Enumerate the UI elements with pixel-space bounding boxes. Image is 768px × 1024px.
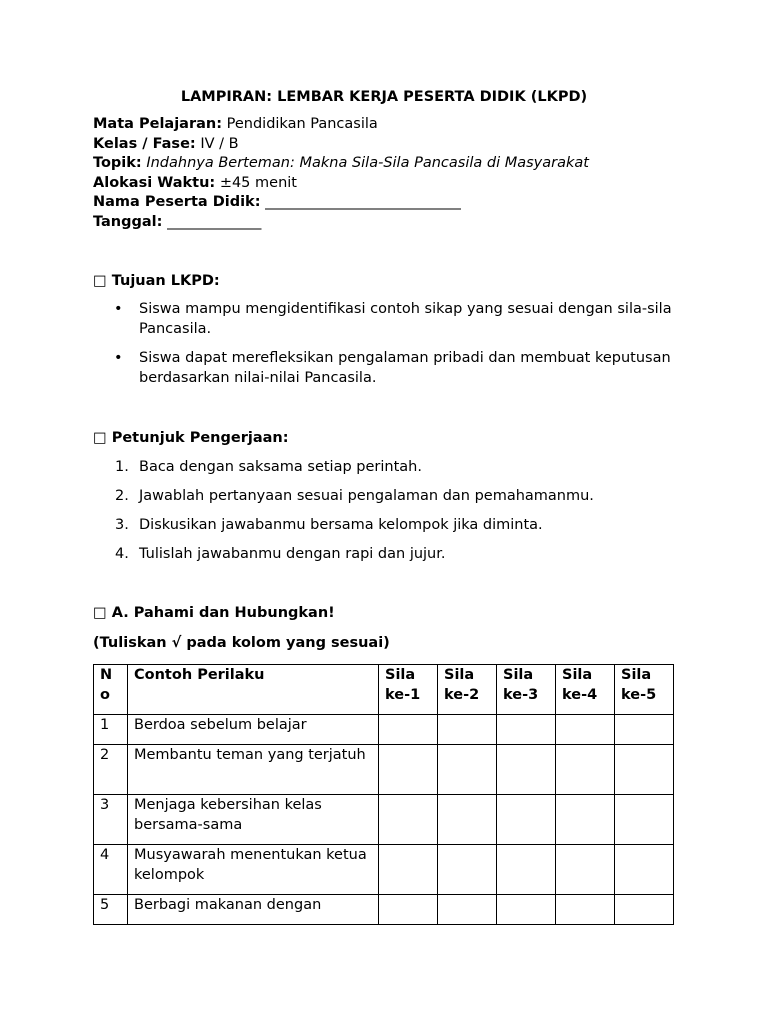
sila-2-checkbox-cell[interactable] <box>438 845 497 895</box>
list-item <box>93 486 683 515</box>
header-sila-2: Sila ke-2 <box>438 665 497 715</box>
instruction-text: Diskusikan jawabanmu bersama kelompok jika diminta. <box>139 517 543 533</box>
section-a-heading-glyph: □ <box>93 605 107 621</box>
header-sila-1: Sila ke-1 <box>379 665 438 715</box>
section-a-heading-text: A. Pahami dan Hubungkan! <box>111 605 335 621</box>
header-sila-3: Sila ke-3 <box>497 665 556 715</box>
date-label: Tanggal: <box>93 213 163 230</box>
section-a-instruction: (Tuliskan √ pada kolom yang sesuai) <box>93 635 390 651</box>
header-no <box>94 665 128 715</box>
behavior-cell: Membantu teman yang terjatuh <box>128 745 379 795</box>
list-item <box>93 349 683 388</box>
behavior-cell: Berdoa sebelum belajar <box>128 715 379 745</box>
row-number: 5 <box>94 895 128 925</box>
subject-line <box>93 115 713 135</box>
identity-block <box>93 115 713 232</box>
instruction-text: Baca dengan saksama setiap perintah. <box>139 459 422 475</box>
sila-3-checkbox-cell[interactable] <box>497 845 556 895</box>
header-no-text: No <box>100 667 113 703</box>
table-row <box>94 715 674 745</box>
sila-1-checkbox-cell[interactable] <box>379 895 438 925</box>
sila-2-checkbox-cell[interactable] <box>438 895 497 925</box>
sila-2-checkbox-cell[interactable] <box>438 745 497 795</box>
class-line <box>93 135 713 155</box>
subject-value: Pendidikan Pancasila <box>226 116 378 132</box>
row-number: 1 <box>94 715 128 745</box>
sila-2-checkbox-cell[interactable] <box>438 715 497 745</box>
time-value: ±45 menit <box>219 174 297 191</box>
behavior-cell: Menjaga kebersihan kelas bersama-sama <box>128 795 379 845</box>
instructions-heading-text: Petunjuk Pengerjaan: <box>111 430 289 446</box>
sila-2-checkbox-cell[interactable] <box>438 795 497 845</box>
sila-3-checkbox-cell[interactable] <box>497 795 556 845</box>
table-row <box>94 795 674 845</box>
sila-1-checkbox-cell[interactable] <box>379 745 438 795</box>
student-name-line <box>93 193 713 213</box>
list-item <box>93 544 683 573</box>
student-name-label: Nama Peserta Didik: <box>93 194 261 210</box>
list-number: 3. <box>115 517 129 533</box>
sila-1-checkbox-cell[interactable] <box>379 795 438 845</box>
behavior-cell: Berbagi makanan dengan <box>128 895 379 925</box>
sila-1-checkbox-cell[interactable] <box>379 715 438 745</box>
bullet-icon: • <box>114 350 123 366</box>
sila-5-checkbox-cell[interactable] <box>615 795 674 845</box>
instructions-heading-glyph: □ <box>93 430 107 446</box>
sila-3-checkbox-cell[interactable] <box>497 895 556 925</box>
goals-list <box>93 300 683 398</box>
topic-label: Topik: <box>93 155 142 171</box>
instructions-list <box>93 457 683 573</box>
sila-3-checkbox-cell[interactable] <box>497 715 556 745</box>
list-number: 2. <box>115 488 129 504</box>
row-number: 4 <box>94 845 128 895</box>
date-blank[interactable]: _____________ <box>167 213 262 230</box>
sila-1-checkbox-cell[interactable] <box>379 845 438 895</box>
instructions-heading <box>93 428 289 448</box>
table-row <box>94 745 674 795</box>
goals-heading-glyph: □ <box>93 273 107 289</box>
class-value: IV / B <box>200 135 239 152</box>
list-number: 4. <box>115 546 129 562</box>
header-behavior: Contoh Perilaku <box>128 665 379 715</box>
sila-5-checkbox-cell[interactable] <box>615 745 674 795</box>
time-line <box>93 174 713 194</box>
behavior-cell: Musyawarah menentukan ketua kelompok <box>128 845 379 895</box>
list-item <box>93 515 683 544</box>
header-sila-5: Sila ke-5 <box>615 665 674 715</box>
behavior-table <box>93 664 674 925</box>
table-row <box>94 845 674 895</box>
sila-4-checkbox-cell[interactable] <box>556 795 615 845</box>
list-item <box>93 457 683 486</box>
topic-value: Indahnya Berteman: Makna Sila-Sila Pancasila di Masyarakat <box>146 155 589 171</box>
row-number: 2 <box>94 745 128 795</box>
table-row <box>94 895 674 925</box>
list-item <box>93 300 683 339</box>
sila-4-checkbox-cell[interactable] <box>556 745 615 795</box>
sila-4-checkbox-cell[interactable] <box>556 845 615 895</box>
class-label: Kelas / Fase: <box>93 135 196 152</box>
list-number: 1. <box>115 459 129 475</box>
sila-3-checkbox-cell[interactable] <box>497 745 556 795</box>
sila-5-checkbox-cell[interactable] <box>615 715 674 745</box>
sila-5-checkbox-cell[interactable] <box>615 845 674 895</box>
subject-label: Mata Pelajaran: <box>93 116 223 132</box>
goal-text: Siswa dapat merefleksikan pengalaman pribadi dan membuat keputusan berdasarkan nilai-nilai Pancasila. <box>139 350 671 386</box>
sila-4-checkbox-cell[interactable] <box>556 895 615 925</box>
goals-heading-text: Tujuan LKPD: <box>111 273 220 289</box>
goal-text: Siswa mampu mengidentifikasi contoh sikap yang sesuai dengan sila-sila Pancasila. <box>139 301 672 337</box>
header-sila-4: Sila ke-4 <box>556 665 615 715</box>
table-header-row <box>94 665 674 715</box>
date-line <box>93 213 713 233</box>
sila-5-checkbox-cell[interactable] <box>615 895 674 925</box>
time-label: Alokasi Waktu: <box>93 174 216 191</box>
document-title: LAMPIRAN: LEMBAR KERJA PESERTA DIDIK (LKPD) <box>180 89 588 105</box>
section-a-heading <box>93 603 335 623</box>
sila-4-checkbox-cell[interactable] <box>556 715 615 745</box>
instruction-text: Jawablah pertanyaan sesuai pengalaman dan pemahamanmu. <box>139 488 594 504</box>
row-number: 3 <box>94 795 128 845</box>
goals-heading <box>93 271 220 291</box>
student-name-blank[interactable]: ___________________________ <box>265 194 461 210</box>
topic-line <box>93 154 713 174</box>
bullet-icon: • <box>114 301 123 317</box>
instruction-text: Tulislah jawabanmu dengan rapi dan jujur. <box>139 546 446 562</box>
